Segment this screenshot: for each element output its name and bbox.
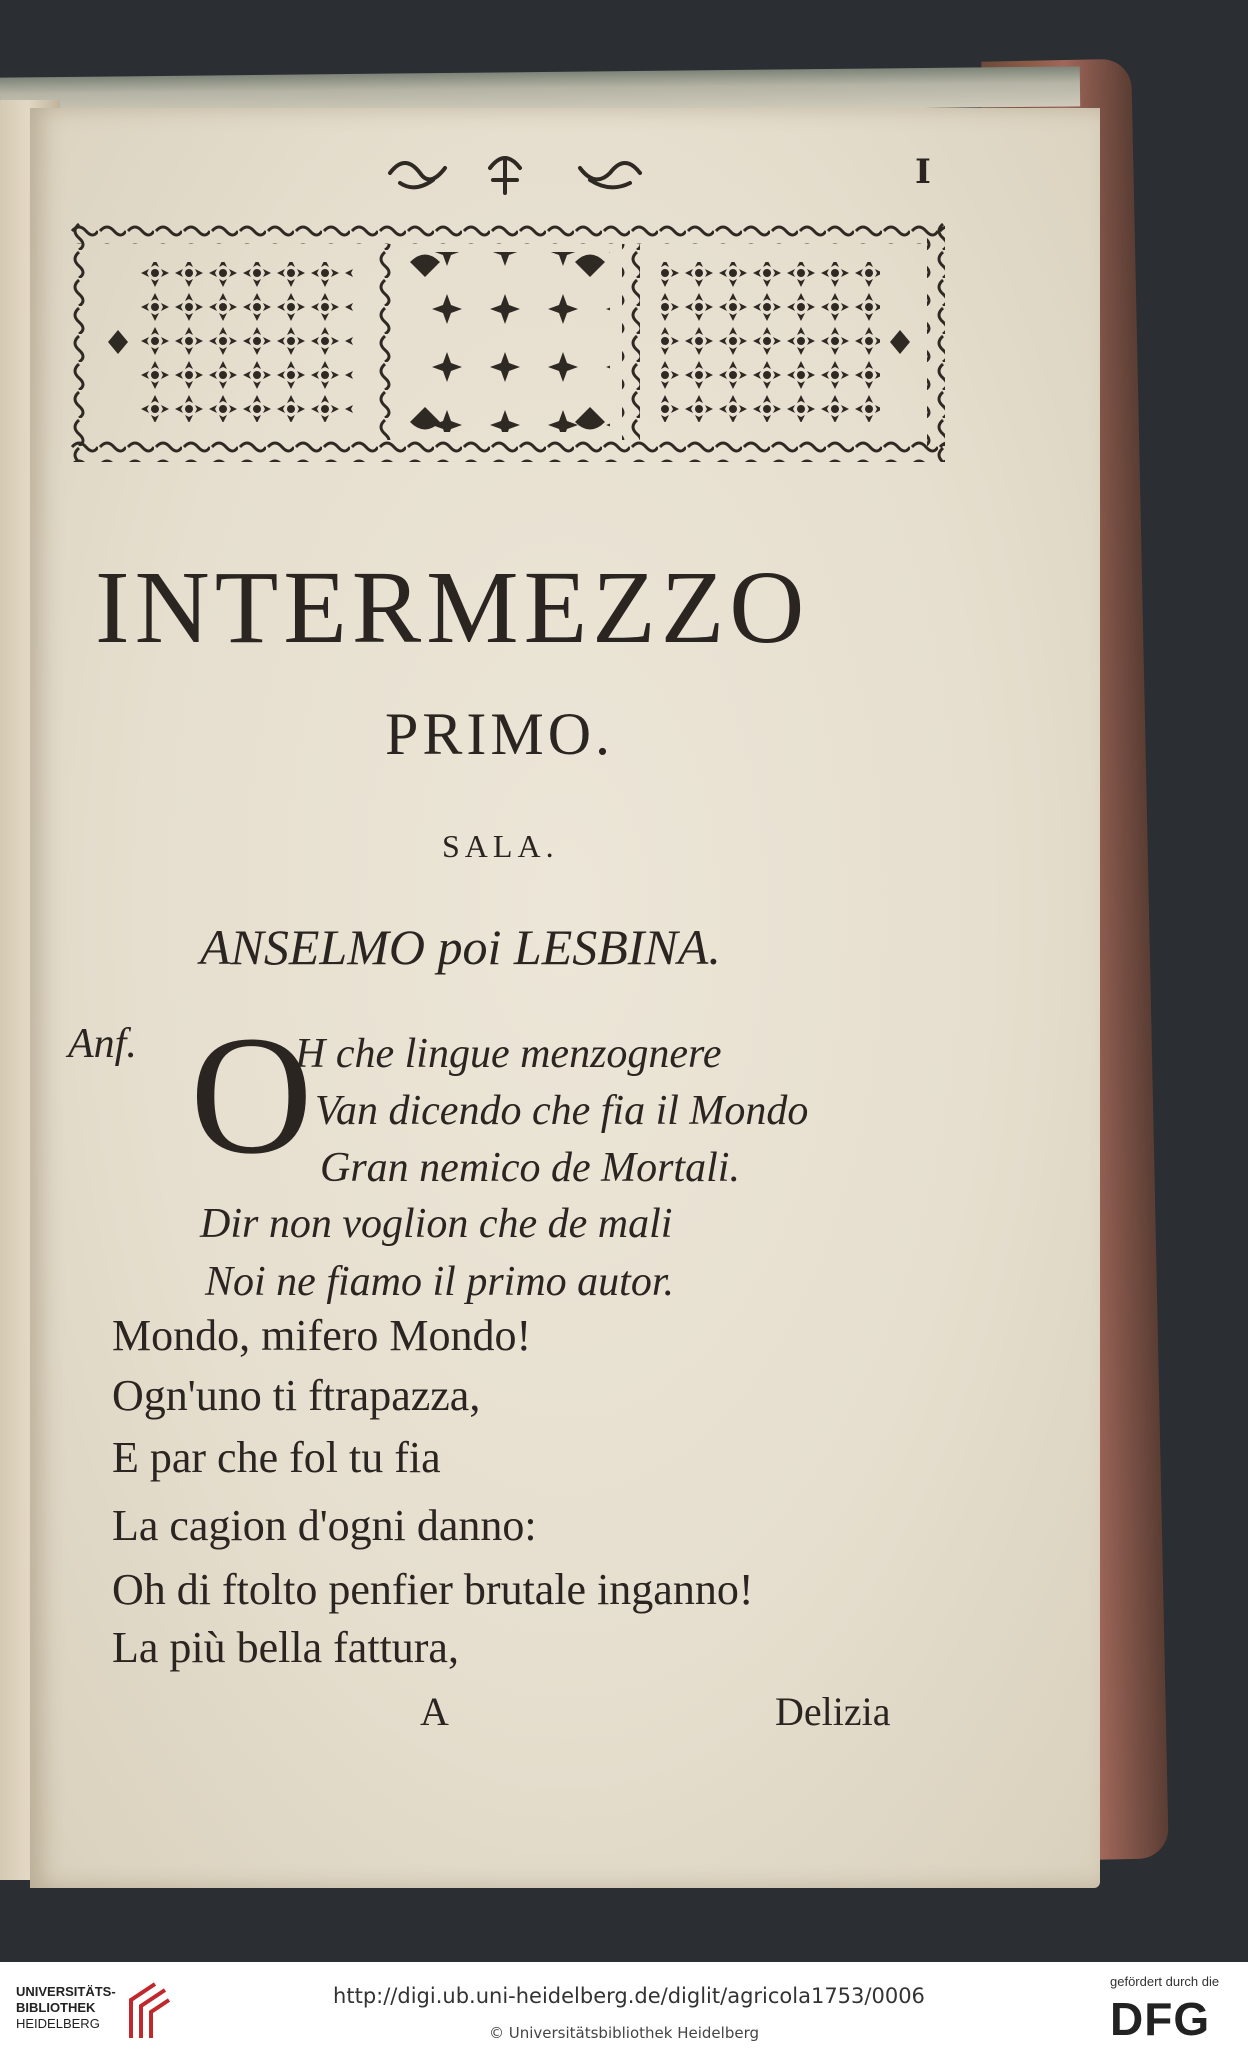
verse-line: Mondo, mifero Mondo! xyxy=(112,1311,532,1360)
verse-line: Gran nemico de Mortali. xyxy=(320,1145,740,1191)
characters-heading: ANSELMO poi LESBINA. xyxy=(200,919,721,975)
fleuron-ornament-icon xyxy=(385,148,645,198)
verse-line: H che lingue menzognere xyxy=(295,1031,722,1077)
verse-line: Ogn'uno ti ftrapazza, xyxy=(112,1371,481,1420)
logo-line: UNIVERSITÄTS- xyxy=(16,1984,116,1999)
catchword: Delizia xyxy=(775,1689,891,1734)
viewer-footer xyxy=(0,1962,1248,2056)
verse-line: La più bella fattura, xyxy=(112,1623,459,1672)
verse-line: Noi ne fiamo il primo autor. xyxy=(205,1259,675,1305)
verse-line: Oh di ftolto penfier brutale inganno! xyxy=(112,1565,754,1614)
permalink-url[interactable]: http://digi.ub.uni-heidelberg.de/diglit/agricola1753/0006 xyxy=(333,1984,925,2008)
signature-mark: A xyxy=(420,1689,449,1734)
drop-cap: O xyxy=(190,1001,313,1189)
scene-heading: SALA. xyxy=(442,828,559,864)
verse-line: Van dicendo che fia il Mondo xyxy=(315,1088,809,1134)
funding-note: gefördert durch die xyxy=(1110,1974,1220,1989)
logo-line: HEIDELBERG xyxy=(16,2016,100,2031)
dfg-logo[interactable]: DFG xyxy=(1110,1993,1211,2045)
decorative-band-icon xyxy=(70,222,945,462)
verse-line: E par che fol tu fia xyxy=(112,1433,441,1482)
page-title: INTERMEZZO xyxy=(95,550,810,665)
page-subtitle: PRIMO. xyxy=(385,701,615,767)
folio-number: I xyxy=(915,152,931,192)
speaker-label: Anf. xyxy=(68,1021,137,1067)
logo-line: BIBLIOTHEK xyxy=(16,2000,96,2015)
verse-line: Dir non voglion che de mali xyxy=(200,1201,673,1247)
verse-line: La cagion d'ogni danno: xyxy=(112,1501,537,1550)
copyright-notice: © Universitätsbibliothek Heidelberg xyxy=(488,2024,759,2042)
